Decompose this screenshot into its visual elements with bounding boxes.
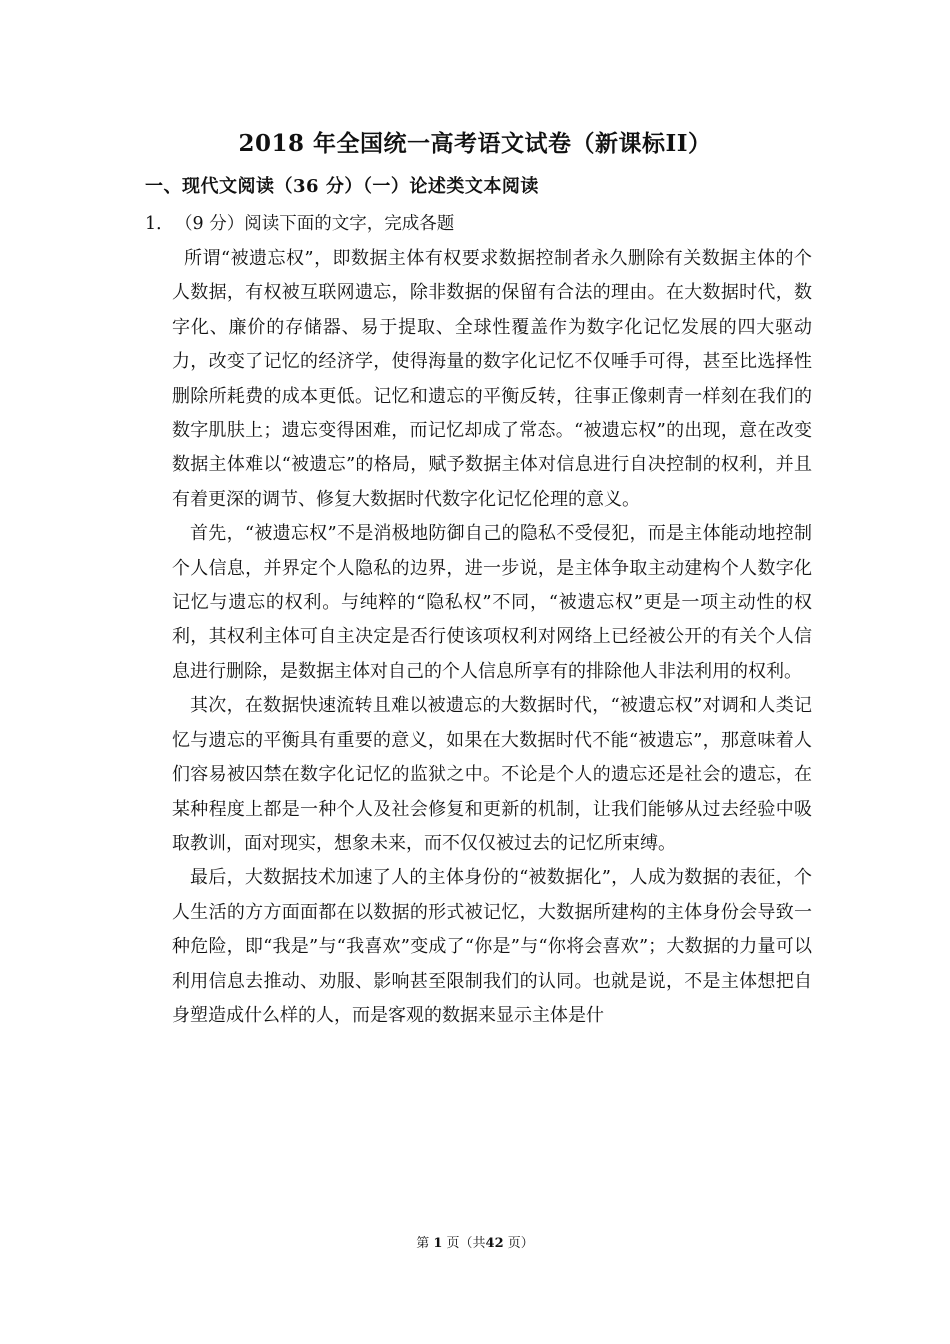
reading-passage bbox=[172, 242, 812, 1033]
question-prompt bbox=[145, 210, 454, 235]
footer-prefix: 第 bbox=[416, 1236, 430, 1251]
footer-total-pages: 42 bbox=[485, 1236, 504, 1251]
footer-current-page: 1 bbox=[433, 1236, 443, 1251]
passage-paragraph-2: 首先，“被遗忘权”不是消极地防御自己的隐私不受侵犯，而是主体能动地控制个人信息，并界定个人隐私的边界，进一步说，是主体争取主动建构个人数字化记忆与遗忘的权利。与纯粹的“隐私权”不同，“被遗忘权”更是一项主动性的权利，其权利主体可自主决定是否行使该项权利对网络上已经被公开的有关个人信息进行删除，是数据主体对自己的个人信息所享有的排除他人非法利用的权利。 bbox=[172, 523, 812, 682]
footer-suffix: 页） bbox=[507, 1236, 534, 1251]
passage-paragraph-1: 所谓“被遗忘权”，即数据主体有权要求数据控制者永久删除有关数据主体的个人数据，有权被互联网遗忘，除非数据的保留有合法的理由。在大数据时代，数字化、廉价的存储器、易于提取、全球性覆盖作为数字化记忆发展的四大驱动力，改变了记忆的经济学，使得海量的数字化记忆不仅唾手可得，甚至比选择性删除所耗费的成本更低。记忆和遗忘的平衡反转，往事正像刺青一样刻在我们的数字肌肤上；遗忘变得困难，而记忆却成了常态。“被遗忘权”的出现，意在改变数据主体难以“被遗忘”的格局，赋予数据主体对信息进行自决控制的权利，并且有着更深的调节、修复大数据时代数字化记忆伦理的意义。 bbox=[172, 248, 812, 510]
footer-middle: 页（共 bbox=[446, 1236, 486, 1251]
document-title: 2018 年全国统一高考语文试卷（新课标II） bbox=[238, 130, 712, 157]
passage-paragraph-4: 最后，大数据技术加速了人的主体身份的“被数据化”，人成为数据的表征，个人生活的方方面面都在以数据的形式被记忆，大数据所建构的主体身份会导致一种危险，即“我是”与“我喜欢”变成了“你是”与“你将会喜欢”；大数据的力量可以利用信息去推动、劝服、影响甚至限制我们的认同。也就是说，不是主体想把自身塑造成什么样的人，而是客观的数据来显示主体是什 bbox=[172, 867, 812, 1026]
page-footer bbox=[0, 1232, 950, 1251]
section-heading: 一、现代文阅读（36 分）（一）论述类文本阅读 bbox=[145, 176, 539, 197]
question-number: 1． bbox=[145, 214, 174, 234]
question-text: （9 分）阅读下面的文字，完成各题 bbox=[175, 214, 455, 234]
passage-paragraph-3: 其次，在数据快速流转且难以被遗忘的大数据时代，“被遗忘权”对调和人类记忆与遗忘的平衡具有重要的意义，如果在大数据时代不能“被遗忘”，那意味着人们容易被囚禁在数字化记忆的监狱之中。不论是个人的遗忘还是社会的遗忘，在某种程度上都是一种个人及社会修复和更新的机制，让我们能够从过去经验中吸取教训，面对现实，想象未来，而不仅仅被过去的记忆所束缚。 bbox=[172, 695, 812, 854]
